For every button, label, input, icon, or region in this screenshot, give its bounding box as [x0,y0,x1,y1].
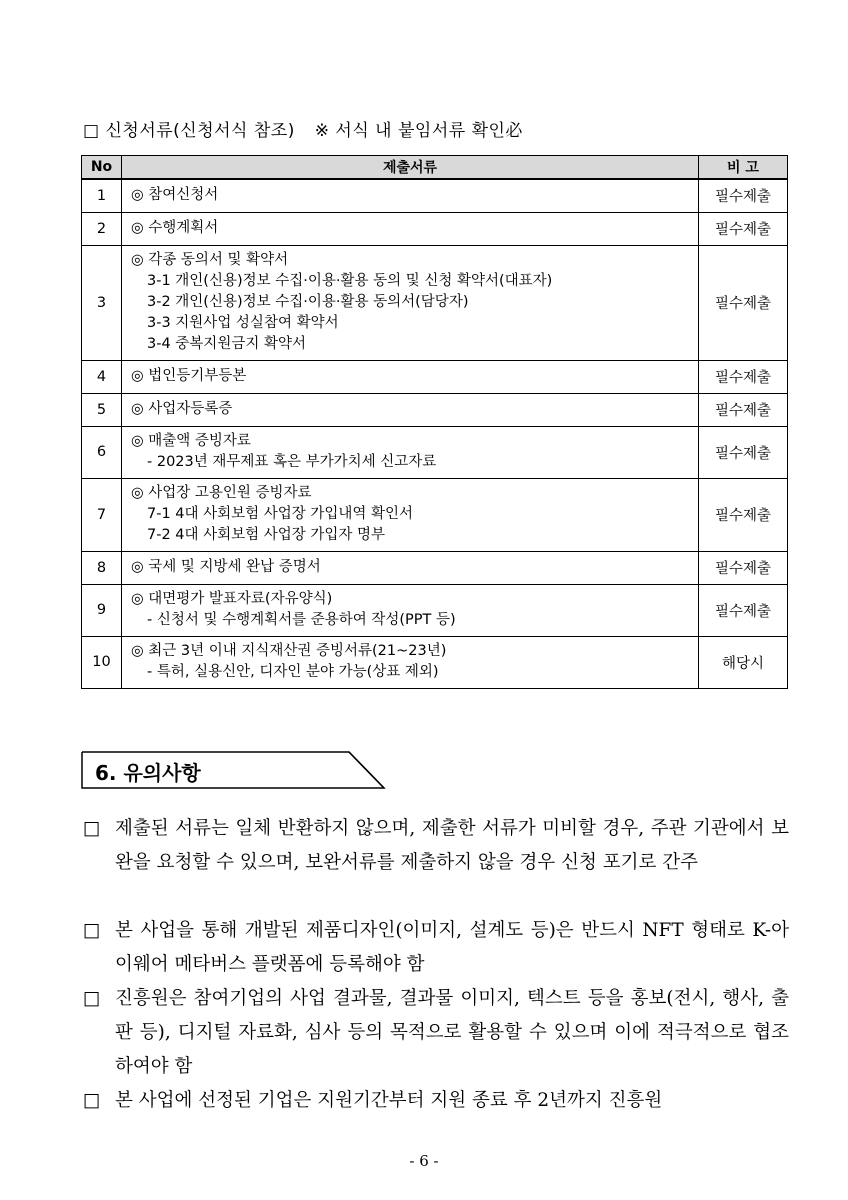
row-documents [122,426,699,478]
document-item: ◎ 사업자등록증 [131,401,233,417]
notice-text: 본 사업을 통해 개발된 제품디자인(이미지, 설계도 등)은 반드시 NFT 형태로 K-아이웨어 메타버스 플랫폼에 등록해야 함 [115,920,789,975]
row-note: 필수제출 [699,478,788,551]
row-documents [122,551,699,584]
row-note: 필수제출 [699,179,788,212]
header-no: No [82,156,122,180]
row-note: 필수제출 [699,245,788,360]
table-header-row [82,156,788,180]
row-documents [122,360,699,393]
row-note: 필수제출 [699,212,788,245]
document-subitem: - 신청서 및 수행계획서를 준용하여 작성(PPT 등) [147,612,456,628]
table-row [82,245,788,360]
row-note: 필수제출 [699,393,788,426]
section-title-text: 6. 유의사항 [95,761,201,785]
document-item: ◎ 참여신청서 [131,187,219,204]
row-number: 1 [82,179,122,212]
row-number: 5 [82,393,122,426]
header-note: 비 고 [699,156,788,180]
documents-heading [83,116,783,141]
row-documents [122,478,699,551]
notice-text: 진흥원은 참여기업의 사업 결과물, 결과물 이미지, 텍스트 등을 홍보(전시, 행사, 출판 등), 디지털 자료화, 심사 등의 목적으로 활용할 수 있으며 이에 적극적으로 협조하여야 함 [115,988,789,1077]
document-item: ◎ 법인등기부등본 [131,368,247,384]
row-documents [122,584,699,636]
table-row [82,212,788,245]
row-number: 6 [82,426,122,478]
row-note: 필수제출 [699,551,788,584]
notice-paragraph-4 [83,1084,789,1118]
table-row [82,360,788,393]
table-row [82,636,788,688]
document-item: ◎ 각종 동의서 및 확약서 [131,252,289,268]
row-documents [122,212,699,245]
table-row [82,551,788,584]
document-item: ◎ 국세 및 지방세 완납 증명서 [131,559,321,575]
row-note: 필수제출 [699,360,788,393]
notice-paragraph-2 [83,914,789,982]
heading-note: ※ 서식 내 붙임서류 확인必 [314,121,523,141]
checkbox-icon: □ [83,121,100,141]
notice-paragraph-1 [83,812,789,880]
row-documents [122,393,699,426]
checkbox-icon: □ [83,920,101,941]
checkbox-icon: □ [83,988,101,1009]
row-number: 8 [82,551,122,584]
row-number: 4 [82,360,122,393]
document-subitem: 3-3 지원사업 성실참여 확약서 [147,315,339,331]
table-row [82,393,788,426]
table-row [82,179,788,212]
document-item: ◎ 대면평가 발표자료(자유양식) [131,591,333,607]
section-title [81,751,386,790]
notice-text: 제출된 서류는 일체 반환하지 않으며, 제출한 서류가 미비할 경우, 주관 기관에서 보완을 요청할 수 있으며, 보완서류를 제출하지 않을 경우 신청 포기로 간주 [115,818,789,873]
document-subitem: - 2023년 재무제표 혹은 부가가치세 신고자료 [147,454,437,470]
document-subitem: 3-1 개인(신용)정보 수집·이용·활용 동의 및 신청 확약서(대표자) [147,273,553,289]
table-body [82,179,788,688]
table-row [82,584,788,636]
notice-text: 본 사업에 선정된 기업은 지원기간부터 지원 종료 후 2년까지 진흥원 [115,1090,663,1111]
row-number: 9 [82,584,122,636]
row-number: 3 [82,245,122,360]
row-number: 2 [82,212,122,245]
table-row [82,426,788,478]
checkbox-icon: □ [83,818,101,839]
row-note: 필수제출 [699,584,788,636]
documents-table [81,155,788,689]
row-note: 필수제출 [699,426,788,478]
page-number: - 6 - [409,1152,439,1170]
heading-title: 신청서류(신청서식 참조) [105,121,295,141]
row-number: 7 [82,478,122,551]
document-item: ◎ 최근 3년 이내 지식재산권 증빙서류(21~23년) [131,643,447,659]
document-subitem: 7-2 4대 사회보험 사업장 가입자 명부 [147,527,386,543]
document-subitem: - 특허, 실용신안, 디자인 분야 가능(상표 제외) [147,664,439,680]
document-item: ◎ 수행계획서 [131,220,219,236]
row-documents [122,179,699,212]
row-documents [122,636,699,688]
document-subitem: 3-4 중복지원금지 확약서 [147,336,306,352]
document-subitem: 3-2 개인(신용)정보 수집·이용·활용 동의서(담당자) [147,294,469,310]
document-subitem: 7-1 4대 사회보험 사업장 가입내역 확인서 [147,506,414,522]
document-item: ◎ 매출액 증빙자료 [131,433,251,449]
checkbox-icon: □ [83,1090,101,1111]
row-note: 해당시 [699,636,788,688]
document-item: ◎ 사업장 고용인원 증빙자료 [131,485,312,501]
table-row [82,478,788,551]
row-documents [122,245,699,360]
notice-paragraph-3 [83,982,789,1084]
header-documents: 제출서류 [122,156,699,180]
row-number: 10 [82,636,122,688]
